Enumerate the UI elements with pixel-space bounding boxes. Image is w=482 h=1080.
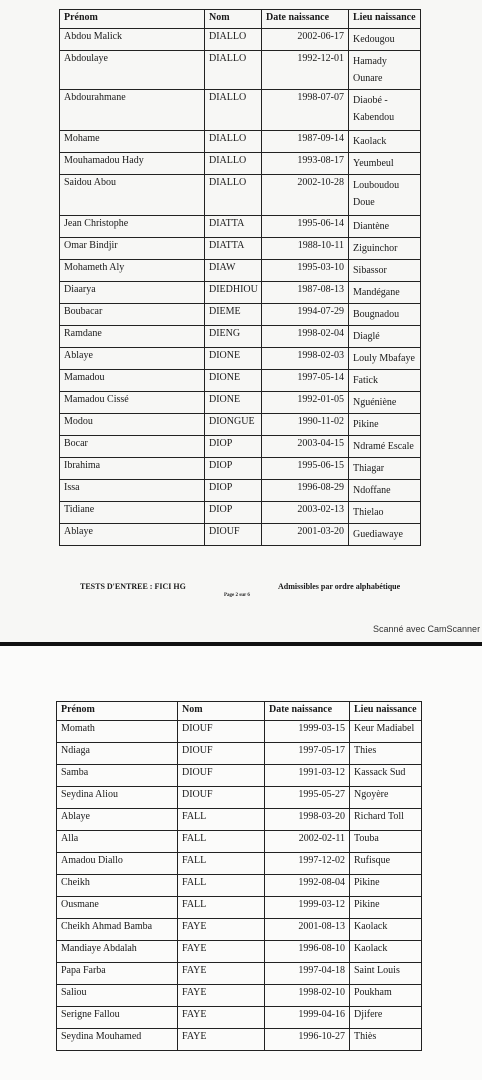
cell-nom: DIONE [205,370,262,392]
table-row [60,480,421,502]
cell-nom: DIEME [205,304,262,326]
cell-lieu-naissance: Pikine [349,414,421,436]
cell-nom: DIEDHIOU [205,282,262,304]
admissibles-table-page-2 [56,701,422,1051]
cell-lieu-naissance: Sibassor [349,260,421,282]
cell-nom: FAYE [178,941,265,963]
cell-date-naissance: 1993-08-17 [262,153,349,175]
cell-date-naissance: 1998-02-04 [262,326,349,348]
header-lieu-naissance: Lieu naissance [349,10,421,29]
cell-date-naissance: 1987-09-14 [262,131,349,153]
table-header-row [60,10,421,29]
cell-date-naissance: 1996-10-27 [265,1029,350,1051]
table-row [57,765,422,787]
cell-date-naissance: 1988-10-11 [262,238,349,260]
header-nom: Nom [178,702,265,721]
cell-date-naissance: 1995-03-10 [262,260,349,282]
cell-nom: FALL [178,875,265,897]
table-row [60,326,421,348]
cell-lieu-naissance: Ngoyère [350,787,422,809]
cell-lieu-naissance: Poukham [350,985,422,1007]
cell-date-naissance: 1999-03-15 [265,721,350,743]
cell-lieu-naissance: Ndramé Escale [349,436,421,458]
cell-date-naissance: 2003-04-15 [262,436,349,458]
cell-date-naissance: 1998-03-20 [265,809,350,831]
cell-nom: FAYE [178,919,265,941]
cell-prenom: Cheikh [57,875,178,897]
cell-prenom: Mamadou Cissé [60,392,205,414]
cell-prenom: Abdourahmane [60,90,205,131]
cell-lieu-naissance: Thies [350,743,422,765]
cell-prenom: Boubacar [60,304,205,326]
cell-lieu-naissance: Ndoffane [349,480,421,502]
table-row [57,787,422,809]
cell-date-naissance: 2003-02-13 [262,502,349,524]
cell-prenom: Ablaye [60,524,205,546]
cell-nom: DIALLO [205,90,262,131]
cell-lieu-naissance: Louly Mbafaye [349,348,421,370]
cell-prenom: Tidiane [60,502,205,524]
cell-date-naissance: 1998-02-10 [265,985,350,1007]
cell-prenom: Ramdane [60,326,205,348]
cell-lieu-naissance: Diaglé [349,326,421,348]
cell-nom: DIONE [205,348,262,370]
cell-nom: FALL [178,853,265,875]
table-row [60,414,421,436]
footer-list-caption: Admissibles par ordre alphabétique [278,582,401,591]
table-row [57,831,422,853]
table-row [57,875,422,897]
cell-nom: FAYE [178,985,265,1007]
cell-date-naissance: 1992-08-04 [265,875,350,897]
table-row [60,153,421,175]
cell-lieu-naissance: Pikine [350,897,422,919]
cell-lieu-naissance: Bougnadou [349,304,421,326]
cell-lieu-naissance: Nguéniène [349,392,421,414]
cell-prenom: Seydina Aliou [57,787,178,809]
cell-prenom: Mouhamadou Hady [60,153,205,175]
table-row [60,216,421,238]
table-row [57,1007,422,1029]
cell-lieu-naissance: Hamady Ounare [349,51,421,90]
cell-lieu-naissance: Diantène [349,216,421,238]
table-row [57,809,422,831]
cell-prenom: Mandiaye Abdalah [57,941,178,963]
cell-date-naissance: 1998-02-03 [262,348,349,370]
cell-prenom: Diaarya [60,282,205,304]
cell-prenom: Serigne Fallou [57,1007,178,1029]
header-date-naissance: Date naissance [265,702,350,721]
cell-prenom: Ablaye [60,348,205,370]
table-row [60,348,421,370]
cell-nom: DIOP [205,436,262,458]
cell-date-naissance: 1987-08-13 [262,282,349,304]
table-row [60,175,421,216]
cell-lieu-naissance: Yeumbeul [349,153,421,175]
cell-nom: FAYE [178,1029,265,1051]
cell-lieu-naissance: Kaolack [350,919,422,941]
cell-prenom: Cheikh Ahmad Bamba [57,919,178,941]
table-row [57,721,422,743]
cell-lieu-naissance: Guediawaye [349,524,421,546]
cell-lieu-naissance: Kassack Sud [350,765,422,787]
admissibles-table-page-1 [59,9,421,546]
cell-prenom: Mamadou [60,370,205,392]
table-row [60,29,421,51]
table-header-row [57,702,422,721]
cell-date-naissance: 1997-12-02 [265,853,350,875]
table-row [57,853,422,875]
cell-date-naissance: 1995-05-27 [265,787,350,809]
cell-nom: DIOUF [178,765,265,787]
cell-lieu-naissance: Kaolack [349,131,421,153]
cell-nom: DIALLO [205,175,262,216]
cell-nom: DIOP [205,502,262,524]
table-row [60,238,421,260]
cell-date-naissance: 2001-08-13 [265,919,350,941]
table-row [57,743,422,765]
cell-prenom: Jean Christophe [60,216,205,238]
table-row [57,1029,422,1051]
cell-date-naissance: 1997-04-18 [265,963,350,985]
cell-date-naissance: 1991-03-12 [265,765,350,787]
cell-lieu-naissance: Diaobé - Kabendou [349,90,421,131]
cell-nom: DIALLO [205,131,262,153]
cell-lieu-naissance: Djifere [350,1007,422,1029]
cell-nom: DIAW [205,260,262,282]
cell-nom: DIONGUE [205,414,262,436]
table-row [60,392,421,414]
cell-prenom: Abdou Malick [60,29,205,51]
cell-lieu-naissance: Saint Louis [350,963,422,985]
cell-date-naissance: 1998-07-07 [262,90,349,131]
cell-lieu-naissance: Kaolack [350,941,422,963]
cell-prenom: Ousmane [57,897,178,919]
cell-nom: DIOUF [178,787,265,809]
footer-test-title: TESTS D'ENTREE : FICI HG [80,582,186,591]
cell-nom: DIOP [205,458,262,480]
cell-lieu-naissance: Keur Madiabel [350,721,422,743]
cell-date-naissance: 2002-06-17 [262,29,349,51]
cell-nom: DIALLO [205,29,262,51]
cell-lieu-naissance: Mandégane [349,282,421,304]
cell-prenom: Ndiaga [57,743,178,765]
cell-lieu-naissance: Rufisque [350,853,422,875]
cell-nom: FAYE [178,963,265,985]
table-row [57,941,422,963]
table-row [60,436,421,458]
table-row [60,304,421,326]
cell-lieu-naissance: Touba [350,831,422,853]
cell-nom: DIONE [205,392,262,414]
header-date-naissance: Date naissance [262,10,349,29]
cell-date-naissance: 1999-03-12 [265,897,350,919]
cell-date-naissance: 1997-05-17 [265,743,350,765]
cell-prenom: Alla [57,831,178,853]
cell-prenom: Bocar [60,436,205,458]
cell-nom: DIOP [205,480,262,502]
header-nom: Nom [205,10,262,29]
table-row [57,985,422,1007]
cell-prenom: Mohame [60,131,205,153]
cell-date-naissance: 1995-06-14 [262,216,349,238]
cell-prenom: Ablaye [57,809,178,831]
cell-nom: FALL [178,897,265,919]
table-row [60,502,421,524]
table-row [60,51,421,90]
cell-lieu-naissance: Thielao [349,502,421,524]
cell-prenom: Omar Bindjir [60,238,205,260]
table-row [60,131,421,153]
cell-nom: FAYE [178,1007,265,1029]
cell-nom: FALL [178,831,265,853]
cell-date-naissance: 1992-01-05 [262,392,349,414]
scanner-watermark: Scanné avec CamScanner [373,624,481,634]
cell-lieu-naissance: Ziguinchor [349,238,421,260]
cell-prenom: Modou [60,414,205,436]
cell-prenom: Saliou [57,985,178,1007]
table-row [60,370,421,392]
cell-date-naissance: 1996-08-10 [265,941,350,963]
table-row [57,897,422,919]
table-row [60,90,421,131]
cell-prenom: Ibrahima [60,458,205,480]
cell-nom: FALL [178,809,265,831]
cell-lieu-naissance: Thiagar [349,458,421,480]
cell-date-naissance: 1999-04-16 [265,1007,350,1029]
cell-date-naissance: 1997-05-14 [262,370,349,392]
cell-date-naissance: 2002-02-11 [265,831,350,853]
cell-nom: DIATTA [205,216,262,238]
cell-date-naissance: 1992-12-01 [262,51,349,90]
table-row [60,282,421,304]
cell-nom: DIOUF [205,524,262,546]
table-row [57,919,422,941]
document-page-2 [0,646,482,1080]
cell-prenom: Seydina Mouhamed [57,1029,178,1051]
cell-date-naissance: 1996-08-29 [262,480,349,502]
cell-nom: DIOUF [178,721,265,743]
cell-date-naissance: 2001-03-20 [262,524,349,546]
header-prenom: Prénom [60,10,205,29]
cell-lieu-naissance: Kedougou [349,29,421,51]
cell-date-naissance: 2002-10-28 [262,175,349,216]
cell-prenom: Papa Farba [57,963,178,985]
cell-prenom: Momath [57,721,178,743]
cell-lieu-naissance: Fatick [349,370,421,392]
cell-date-naissance: 1990-11-02 [262,414,349,436]
cell-prenom: Abdoulaye [60,51,205,90]
cell-nom: DIATTA [205,238,262,260]
cell-date-naissance: 1994-07-29 [262,304,349,326]
cell-lieu-naissance: Louboudou Doue [349,175,421,216]
table-row [60,260,421,282]
cell-lieu-naissance: Thiès [350,1029,422,1051]
page-number: Page 2 sur 6 [224,593,250,598]
header-prenom: Prénom [57,702,178,721]
cell-lieu-naissance: Pikine [350,875,422,897]
cell-prenom: Issa [60,480,205,502]
table-row [60,524,421,546]
table-row [60,458,421,480]
cell-nom: DIALLO [205,51,262,90]
cell-prenom: Saidou Abou [60,175,205,216]
header-lieu-naissance: Lieu naissance [350,702,422,721]
cell-date-naissance: 1995-06-15 [262,458,349,480]
cell-nom: DIENG [205,326,262,348]
table-row [57,963,422,985]
cell-nom: DIOUF [178,743,265,765]
cell-prenom: Mohameth Aly [60,260,205,282]
cell-prenom: Samba [57,765,178,787]
cell-prenom: Amadou Diallo [57,853,178,875]
cell-nom: DIALLO [205,153,262,175]
cell-lieu-naissance: Richard Toll [350,809,422,831]
